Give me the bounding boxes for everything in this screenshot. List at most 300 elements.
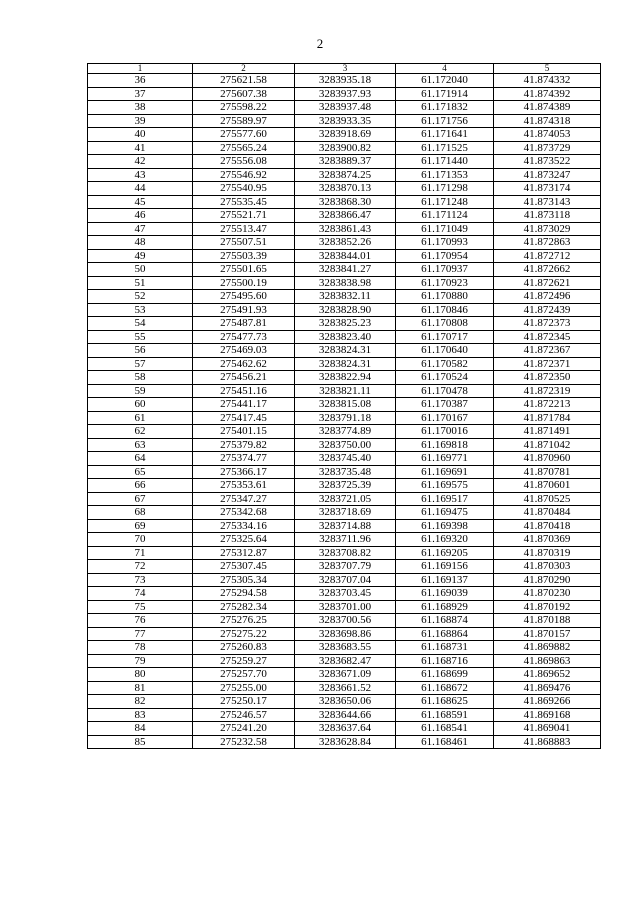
y-coordinate-cell: 3283874.25 bbox=[295, 168, 396, 182]
latitude-cell: 41.869652 bbox=[494, 668, 601, 682]
table-row bbox=[88, 384, 601, 398]
latitude-cell: 41.872496 bbox=[494, 290, 601, 304]
x-coordinate-cell: 275232.58 bbox=[193, 735, 295, 749]
longitude-cell: 61.170808 bbox=[396, 317, 494, 331]
x-coordinate-cell: 275521.71 bbox=[193, 209, 295, 223]
table-row bbox=[88, 587, 601, 601]
point-number-cell: 55 bbox=[88, 330, 193, 344]
longitude-cell: 61.170846 bbox=[396, 303, 494, 317]
y-coordinate-cell: 3283650.06 bbox=[295, 695, 396, 709]
y-coordinate-cell: 3283745.40 bbox=[295, 452, 396, 466]
longitude-cell: 61.169205 bbox=[396, 546, 494, 560]
column-header-3: 3 bbox=[295, 64, 396, 74]
longitude-cell: 61.169039 bbox=[396, 587, 494, 601]
latitude-cell: 41.872371 bbox=[494, 357, 601, 371]
latitude-cell: 41.873247 bbox=[494, 168, 601, 182]
y-coordinate-cell: 3283832.11 bbox=[295, 290, 396, 304]
table-row bbox=[88, 708, 601, 722]
latitude-cell: 41.873522 bbox=[494, 155, 601, 169]
y-coordinate-cell: 3283870.13 bbox=[295, 182, 396, 196]
table-row bbox=[88, 276, 601, 290]
y-coordinate-cell: 3283828.90 bbox=[295, 303, 396, 317]
latitude-cell: 41.872621 bbox=[494, 276, 601, 290]
y-coordinate-cell: 3283774.89 bbox=[295, 425, 396, 439]
x-coordinate-cell: 275589.97 bbox=[193, 114, 295, 128]
y-coordinate-cell: 3283637.64 bbox=[295, 722, 396, 736]
latitude-cell: 41.870525 bbox=[494, 492, 601, 506]
point-number-cell: 37 bbox=[88, 87, 193, 101]
table-row bbox=[88, 168, 601, 182]
longitude-cell: 61.169475 bbox=[396, 506, 494, 520]
table-row bbox=[88, 290, 601, 304]
point-number-cell: 58 bbox=[88, 371, 193, 385]
table-row bbox=[88, 452, 601, 466]
point-number-cell: 40 bbox=[88, 128, 193, 142]
point-number-cell: 84 bbox=[88, 722, 193, 736]
x-coordinate-cell: 275307.45 bbox=[193, 560, 295, 574]
latitude-cell: 41.874318 bbox=[494, 114, 601, 128]
longitude-cell: 61.170880 bbox=[396, 290, 494, 304]
point-number-cell: 62 bbox=[88, 425, 193, 439]
x-coordinate-cell: 275366.17 bbox=[193, 465, 295, 479]
table-row bbox=[88, 533, 601, 547]
table-row bbox=[88, 560, 601, 574]
longitude-cell: 61.170717 bbox=[396, 330, 494, 344]
x-coordinate-cell: 275501.65 bbox=[193, 263, 295, 277]
latitude-cell: 41.870230 bbox=[494, 587, 601, 601]
x-coordinate-cell: 275325.64 bbox=[193, 533, 295, 547]
table-row bbox=[88, 209, 601, 223]
x-coordinate-cell: 275556.08 bbox=[193, 155, 295, 169]
x-coordinate-cell: 275294.58 bbox=[193, 587, 295, 601]
table-row bbox=[88, 668, 601, 682]
y-coordinate-cell: 3283725.39 bbox=[295, 479, 396, 493]
y-coordinate-cell: 3283841.27 bbox=[295, 263, 396, 277]
longitude-cell: 61.171248 bbox=[396, 195, 494, 209]
longitude-cell: 61.170923 bbox=[396, 276, 494, 290]
table-row bbox=[88, 627, 601, 641]
point-number-cell: 57 bbox=[88, 357, 193, 371]
longitude-cell: 61.170387 bbox=[396, 398, 494, 412]
point-number-cell: 77 bbox=[88, 627, 193, 641]
longitude-cell: 61.171832 bbox=[396, 101, 494, 115]
x-coordinate-cell: 275255.00 bbox=[193, 681, 295, 695]
table-row bbox=[88, 573, 601, 587]
longitude-cell: 61.168731 bbox=[396, 641, 494, 655]
point-number-cell: 85 bbox=[88, 735, 193, 749]
x-coordinate-cell: 275577.60 bbox=[193, 128, 295, 142]
latitude-cell: 41.871491 bbox=[494, 425, 601, 439]
x-coordinate-cell: 275456.21 bbox=[193, 371, 295, 385]
latitude-cell: 41.870601 bbox=[494, 479, 601, 493]
latitude-cell: 41.870303 bbox=[494, 560, 601, 574]
x-coordinate-cell: 275246.57 bbox=[193, 708, 295, 722]
y-coordinate-cell: 3283815.08 bbox=[295, 398, 396, 412]
x-coordinate-cell: 275621.58 bbox=[193, 74, 295, 88]
longitude-cell: 61.170937 bbox=[396, 263, 494, 277]
y-coordinate-cell: 3283825.23 bbox=[295, 317, 396, 331]
latitude-cell: 41.870188 bbox=[494, 614, 601, 628]
point-number-cell: 75 bbox=[88, 600, 193, 614]
table-row bbox=[88, 195, 601, 209]
latitude-cell: 41.869266 bbox=[494, 695, 601, 709]
y-coordinate-cell: 3283661.52 bbox=[295, 681, 396, 695]
table-row bbox=[88, 398, 601, 412]
point-number-cell: 71 bbox=[88, 546, 193, 560]
longitude-cell: 61.169156 bbox=[396, 560, 494, 574]
y-coordinate-cell: 3283889.37 bbox=[295, 155, 396, 169]
x-coordinate-cell: 275374.77 bbox=[193, 452, 295, 466]
point-number-cell: 46 bbox=[88, 209, 193, 223]
longitude-cell: 61.169771 bbox=[396, 452, 494, 466]
y-coordinate-cell: 3283735.48 bbox=[295, 465, 396, 479]
point-number-cell: 43 bbox=[88, 168, 193, 182]
latitude-cell: 41.872319 bbox=[494, 384, 601, 398]
table-row bbox=[88, 735, 601, 749]
x-coordinate-cell: 275276.25 bbox=[193, 614, 295, 628]
longitude-cell: 61.169517 bbox=[396, 492, 494, 506]
x-coordinate-cell: 275469.03 bbox=[193, 344, 295, 358]
latitude-cell: 41.874389 bbox=[494, 101, 601, 115]
point-number-cell: 66 bbox=[88, 479, 193, 493]
latitude-cell: 41.874053 bbox=[494, 128, 601, 142]
point-number-cell: 72 bbox=[88, 560, 193, 574]
y-coordinate-cell: 3283844.01 bbox=[295, 249, 396, 263]
latitude-cell: 41.870484 bbox=[494, 506, 601, 520]
latitude-cell: 41.872367 bbox=[494, 344, 601, 358]
x-coordinate-cell: 275305.34 bbox=[193, 573, 295, 587]
point-number-cell: 51 bbox=[88, 276, 193, 290]
table-row bbox=[88, 600, 601, 614]
y-coordinate-cell: 3283824.31 bbox=[295, 344, 396, 358]
x-coordinate-cell: 275507.51 bbox=[193, 236, 295, 250]
point-number-cell: 52 bbox=[88, 290, 193, 304]
point-number-cell: 56 bbox=[88, 344, 193, 358]
x-coordinate-cell: 275342.68 bbox=[193, 506, 295, 520]
latitude-cell: 41.870960 bbox=[494, 452, 601, 466]
point-number-cell: 44 bbox=[88, 182, 193, 196]
latitude-cell: 41.873174 bbox=[494, 182, 601, 196]
latitude-cell: 41.872213 bbox=[494, 398, 601, 412]
point-number-cell: 50 bbox=[88, 263, 193, 277]
x-coordinate-cell: 275275.22 bbox=[193, 627, 295, 641]
longitude-cell: 61.170016 bbox=[396, 425, 494, 439]
table-row bbox=[88, 506, 601, 520]
x-coordinate-cell: 275379.82 bbox=[193, 438, 295, 452]
latitude-cell: 41.872863 bbox=[494, 236, 601, 250]
table-row bbox=[88, 317, 601, 331]
point-number-cell: 49 bbox=[88, 249, 193, 263]
latitude-cell: 41.874332 bbox=[494, 74, 601, 88]
longitude-cell: 61.168929 bbox=[396, 600, 494, 614]
latitude-cell: 41.873118 bbox=[494, 209, 601, 223]
y-coordinate-cell: 3283628.84 bbox=[295, 735, 396, 749]
x-coordinate-cell: 275477.73 bbox=[193, 330, 295, 344]
longitude-cell: 61.171525 bbox=[396, 141, 494, 155]
table-row bbox=[88, 141, 601, 155]
column-header-5: 5 bbox=[494, 64, 601, 74]
y-coordinate-cell: 3283822.94 bbox=[295, 371, 396, 385]
y-coordinate-cell: 3283707.04 bbox=[295, 573, 396, 587]
longitude-cell: 61.168874 bbox=[396, 614, 494, 628]
x-coordinate-cell: 275462.62 bbox=[193, 357, 295, 371]
latitude-cell: 41.870157 bbox=[494, 627, 601, 641]
table-row bbox=[88, 182, 601, 196]
column-header-1: 1 bbox=[88, 64, 193, 74]
point-number-cell: 48 bbox=[88, 236, 193, 250]
y-coordinate-cell: 3283933.35 bbox=[295, 114, 396, 128]
point-number-cell: 38 bbox=[88, 101, 193, 115]
x-coordinate-cell: 275312.87 bbox=[193, 546, 295, 560]
table-row bbox=[88, 438, 601, 452]
table-row bbox=[88, 519, 601, 533]
longitude-cell: 61.168716 bbox=[396, 654, 494, 668]
point-number-cell: 59 bbox=[88, 384, 193, 398]
longitude-cell: 61.169137 bbox=[396, 573, 494, 587]
latitude-cell: 41.869041 bbox=[494, 722, 601, 736]
latitude-cell: 41.871784 bbox=[494, 411, 601, 425]
longitude-cell: 61.170167 bbox=[396, 411, 494, 425]
point-number-cell: 39 bbox=[88, 114, 193, 128]
x-coordinate-cell: 275257.70 bbox=[193, 668, 295, 682]
y-coordinate-cell: 3283935.18 bbox=[295, 74, 396, 88]
table-row bbox=[88, 654, 601, 668]
longitude-cell: 61.170582 bbox=[396, 357, 494, 371]
point-number-cell: 53 bbox=[88, 303, 193, 317]
page-number: 2 bbox=[316, 36, 324, 51]
table-row bbox=[88, 695, 601, 709]
table-row bbox=[88, 425, 601, 439]
x-coordinate-cell: 275546.92 bbox=[193, 168, 295, 182]
latitude-cell: 41.872373 bbox=[494, 317, 601, 331]
x-coordinate-cell: 275241.20 bbox=[193, 722, 295, 736]
longitude-cell: 61.171440 bbox=[396, 155, 494, 169]
y-coordinate-cell: 3283683.55 bbox=[295, 641, 396, 655]
latitude-cell: 41.870781 bbox=[494, 465, 601, 479]
latitude-cell: 41.870192 bbox=[494, 600, 601, 614]
point-number-cell: 70 bbox=[88, 533, 193, 547]
table-row bbox=[88, 303, 601, 317]
longitude-cell: 61.171124 bbox=[396, 209, 494, 223]
table-row bbox=[88, 114, 601, 128]
point-number-cell: 78 bbox=[88, 641, 193, 655]
y-coordinate-cell: 3283868.30 bbox=[295, 195, 396, 209]
x-coordinate-cell: 275513.47 bbox=[193, 222, 295, 236]
table-row bbox=[88, 411, 601, 425]
latitude-cell: 41.870319 bbox=[494, 546, 601, 560]
table-row bbox=[88, 87, 601, 101]
longitude-cell: 61.169320 bbox=[396, 533, 494, 547]
latitude-cell: 41.873143 bbox=[494, 195, 601, 209]
x-coordinate-cell: 275250.17 bbox=[193, 695, 295, 709]
y-coordinate-cell: 3283900.82 bbox=[295, 141, 396, 155]
point-number-cell: 69 bbox=[88, 519, 193, 533]
y-coordinate-cell: 3283671.09 bbox=[295, 668, 396, 682]
point-number-cell: 82 bbox=[88, 695, 193, 709]
x-coordinate-cell: 275491.93 bbox=[193, 303, 295, 317]
x-coordinate-cell: 275353.61 bbox=[193, 479, 295, 493]
x-coordinate-cell: 275503.39 bbox=[193, 249, 295, 263]
table-row bbox=[88, 101, 601, 115]
table-row bbox=[88, 722, 601, 736]
point-number-cell: 36 bbox=[88, 74, 193, 88]
latitude-cell: 41.869882 bbox=[494, 641, 601, 655]
longitude-cell: 61.169575 bbox=[396, 479, 494, 493]
longitude-cell: 61.170524 bbox=[396, 371, 494, 385]
latitude-cell: 41.870418 bbox=[494, 519, 601, 533]
latitude-cell: 41.869168 bbox=[494, 708, 601, 722]
point-number-cell: 54 bbox=[88, 317, 193, 331]
y-coordinate-cell: 3283918.69 bbox=[295, 128, 396, 142]
x-coordinate-cell: 275260.83 bbox=[193, 641, 295, 655]
table-row bbox=[88, 371, 601, 385]
table-row bbox=[88, 357, 601, 371]
y-coordinate-cell: 3283644.66 bbox=[295, 708, 396, 722]
y-coordinate-cell: 3283711.96 bbox=[295, 533, 396, 547]
longitude-cell: 61.170993 bbox=[396, 236, 494, 250]
x-coordinate-cell: 275282.34 bbox=[193, 600, 295, 614]
x-coordinate-cell: 275451.16 bbox=[193, 384, 295, 398]
longitude-cell: 61.169818 bbox=[396, 438, 494, 452]
latitude-cell: 41.870369 bbox=[494, 533, 601, 547]
latitude-cell: 41.871042 bbox=[494, 438, 601, 452]
x-coordinate-cell: 275565.24 bbox=[193, 141, 295, 155]
longitude-cell: 61.171298 bbox=[396, 182, 494, 196]
column-header-2: 2 bbox=[193, 64, 295, 74]
latitude-cell: 41.872345 bbox=[494, 330, 601, 344]
point-number-cell: 83 bbox=[88, 708, 193, 722]
latitude-cell: 41.873729 bbox=[494, 141, 601, 155]
latitude-cell: 41.872439 bbox=[494, 303, 601, 317]
longitude-cell: 61.168864 bbox=[396, 627, 494, 641]
latitude-cell: 41.873029 bbox=[494, 222, 601, 236]
x-coordinate-cell: 275500.19 bbox=[193, 276, 295, 290]
point-number-cell: 47 bbox=[88, 222, 193, 236]
point-number-cell: 81 bbox=[88, 681, 193, 695]
longitude-cell: 61.171353 bbox=[396, 168, 494, 182]
longitude-cell: 61.168699 bbox=[396, 668, 494, 682]
point-number-cell: 79 bbox=[88, 654, 193, 668]
table-row bbox=[88, 681, 601, 695]
table-row bbox=[88, 263, 601, 277]
longitude-cell: 61.170640 bbox=[396, 344, 494, 358]
table-row bbox=[88, 479, 601, 493]
table-header bbox=[88, 64, 601, 74]
longitude-cell: 61.168672 bbox=[396, 681, 494, 695]
table-row bbox=[88, 546, 601, 560]
longitude-cell: 61.171641 bbox=[396, 128, 494, 142]
x-coordinate-cell: 275347.27 bbox=[193, 492, 295, 506]
x-coordinate-cell: 275598.22 bbox=[193, 101, 295, 115]
header-row bbox=[88, 64, 601, 74]
y-coordinate-cell: 3283824.31 bbox=[295, 357, 396, 371]
latitude-cell: 41.874392 bbox=[494, 87, 601, 101]
longitude-cell: 61.171756 bbox=[396, 114, 494, 128]
point-number-cell: 80 bbox=[88, 668, 193, 682]
latitude-cell: 41.869863 bbox=[494, 654, 601, 668]
longitude-cell: 61.169691 bbox=[396, 465, 494, 479]
point-number-cell: 74 bbox=[88, 587, 193, 601]
point-number-cell: 61 bbox=[88, 411, 193, 425]
table-row bbox=[88, 155, 601, 169]
table-row bbox=[88, 492, 601, 506]
y-coordinate-cell: 3283707.79 bbox=[295, 560, 396, 574]
y-coordinate-cell: 3283703.45 bbox=[295, 587, 396, 601]
longitude-cell: 61.168625 bbox=[396, 695, 494, 709]
x-coordinate-cell: 275441.17 bbox=[193, 398, 295, 412]
y-coordinate-cell: 3283708.82 bbox=[295, 546, 396, 560]
longitude-cell: 61.171914 bbox=[396, 87, 494, 101]
y-coordinate-cell: 3283821.11 bbox=[295, 384, 396, 398]
longitude-cell: 61.168461 bbox=[396, 735, 494, 749]
y-coordinate-cell: 3283937.48 bbox=[295, 101, 396, 115]
y-coordinate-cell: 3283701.00 bbox=[295, 600, 396, 614]
coordinates-table bbox=[87, 63, 601, 749]
x-coordinate-cell: 275259.27 bbox=[193, 654, 295, 668]
point-number-cell: 41 bbox=[88, 141, 193, 155]
y-coordinate-cell: 3283682.47 bbox=[295, 654, 396, 668]
x-coordinate-cell: 275607.38 bbox=[193, 87, 295, 101]
x-coordinate-cell: 275540.95 bbox=[193, 182, 295, 196]
y-coordinate-cell: 3283750.00 bbox=[295, 438, 396, 452]
point-number-cell: 65 bbox=[88, 465, 193, 479]
table-row bbox=[88, 330, 601, 344]
latitude-cell: 41.868883 bbox=[494, 735, 601, 749]
longitude-cell: 61.171049 bbox=[396, 222, 494, 236]
x-coordinate-cell: 275417.45 bbox=[193, 411, 295, 425]
longitude-cell: 61.172040 bbox=[396, 74, 494, 88]
latitude-cell: 41.872712 bbox=[494, 249, 601, 263]
table-row bbox=[88, 74, 601, 88]
table-row bbox=[88, 222, 601, 236]
x-coordinate-cell: 275535.45 bbox=[193, 195, 295, 209]
point-number-cell: 45 bbox=[88, 195, 193, 209]
y-coordinate-cell: 3283937.93 bbox=[295, 87, 396, 101]
table-row bbox=[88, 614, 601, 628]
latitude-cell: 41.872662 bbox=[494, 263, 601, 277]
y-coordinate-cell: 3283791.18 bbox=[295, 411, 396, 425]
y-coordinate-cell: 3283700.56 bbox=[295, 614, 396, 628]
point-number-cell: 73 bbox=[88, 573, 193, 587]
longitude-cell: 61.169398 bbox=[396, 519, 494, 533]
y-coordinate-cell: 3283861.43 bbox=[295, 222, 396, 236]
latitude-cell: 41.870290 bbox=[494, 573, 601, 587]
y-coordinate-cell: 3283852.26 bbox=[295, 236, 396, 250]
x-coordinate-cell: 275334.16 bbox=[193, 519, 295, 533]
y-coordinate-cell: 3283823.40 bbox=[295, 330, 396, 344]
longitude-cell: 61.168591 bbox=[396, 708, 494, 722]
y-coordinate-cell: 3283718.69 bbox=[295, 506, 396, 520]
point-number-cell: 64 bbox=[88, 452, 193, 466]
table-row bbox=[88, 465, 601, 479]
table-row bbox=[88, 128, 601, 142]
longitude-cell: 61.170478 bbox=[396, 384, 494, 398]
point-number-cell: 67 bbox=[88, 492, 193, 506]
latitude-cell: 41.869476 bbox=[494, 681, 601, 695]
point-number-cell: 76 bbox=[88, 614, 193, 628]
column-header-4: 4 bbox=[396, 64, 494, 74]
y-coordinate-cell: 3283714.88 bbox=[295, 519, 396, 533]
longitude-cell: 61.168541 bbox=[396, 722, 494, 736]
table-row bbox=[88, 236, 601, 250]
longitude-cell: 61.170954 bbox=[396, 249, 494, 263]
x-coordinate-cell: 275487.81 bbox=[193, 317, 295, 331]
point-number-cell: 42 bbox=[88, 155, 193, 169]
table-row bbox=[88, 641, 601, 655]
x-coordinate-cell: 275401.15 bbox=[193, 425, 295, 439]
table-row bbox=[88, 249, 601, 263]
y-coordinate-cell: 3283866.47 bbox=[295, 209, 396, 223]
